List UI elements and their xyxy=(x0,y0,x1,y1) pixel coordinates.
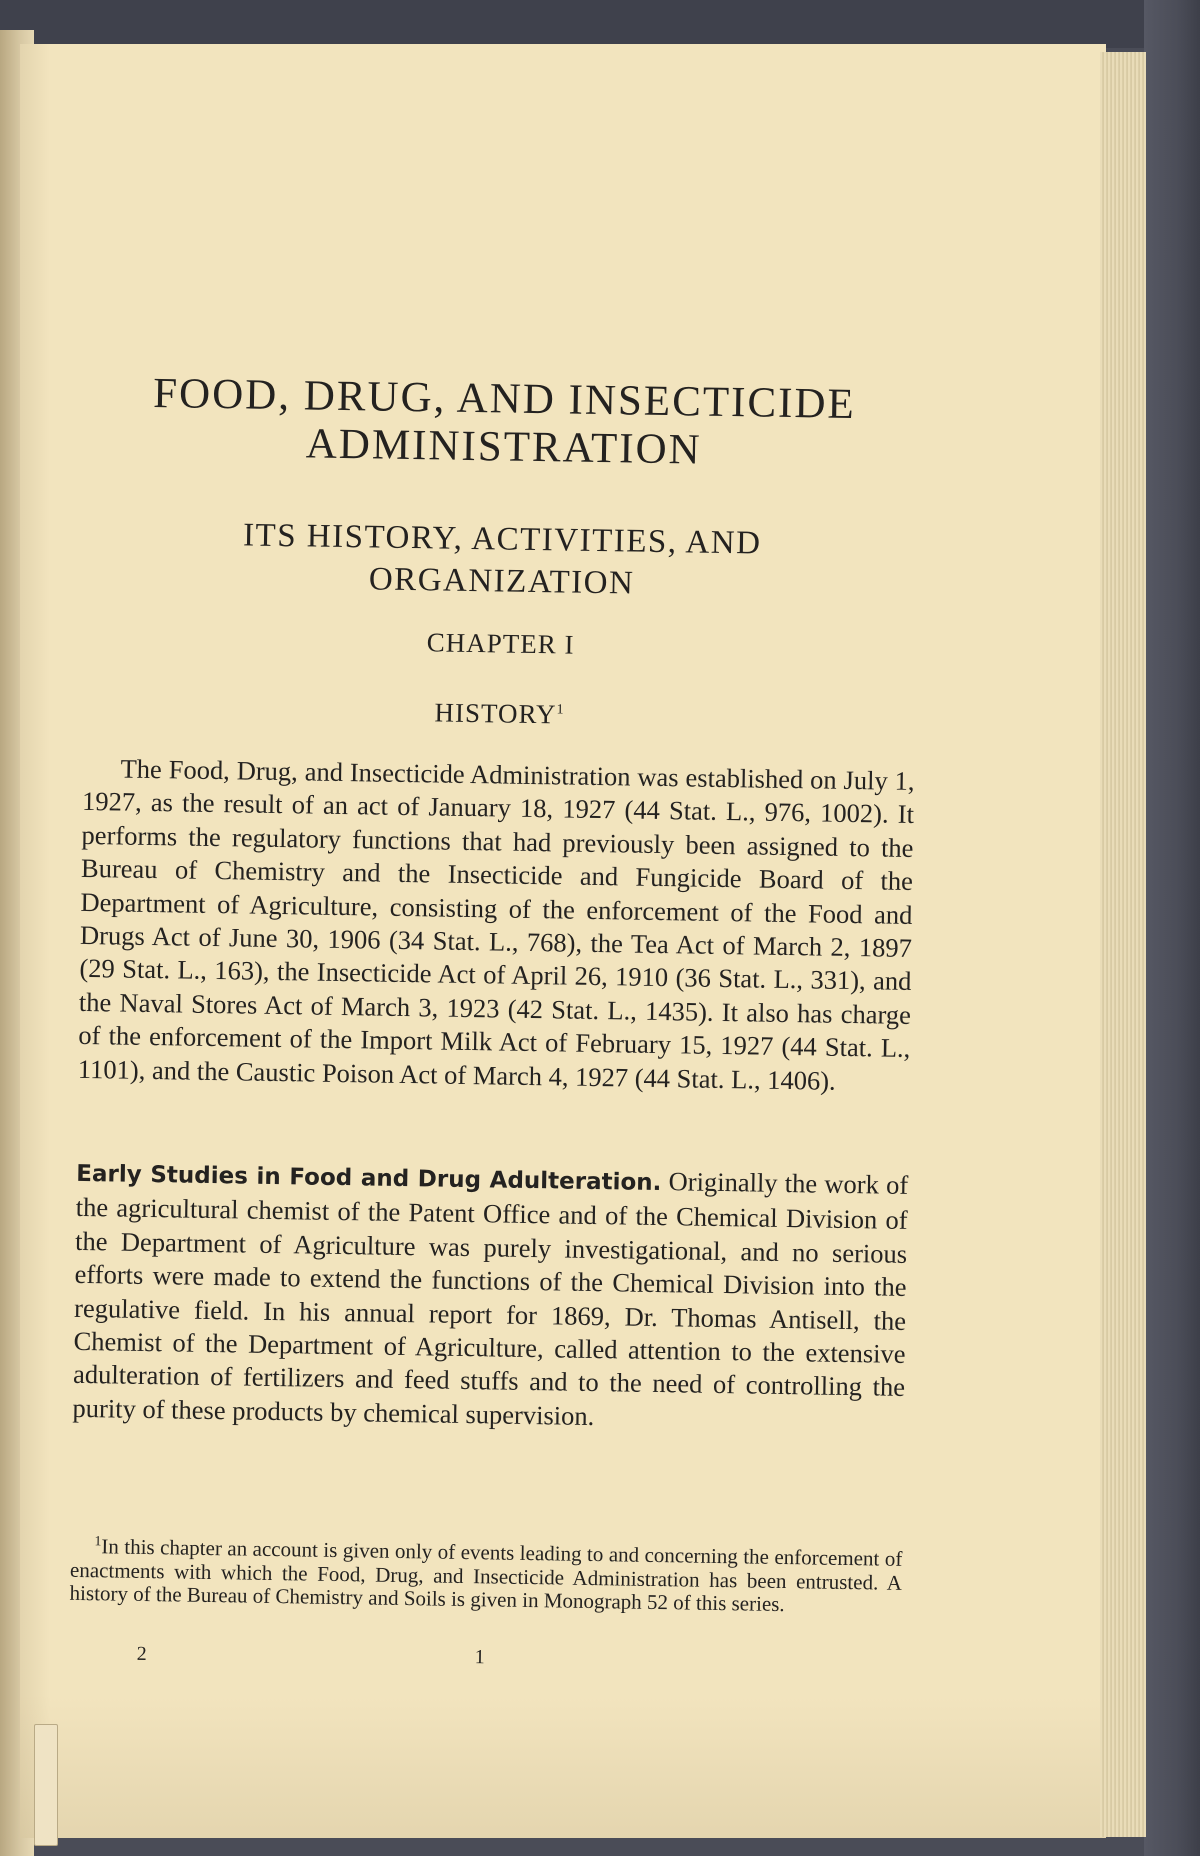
book-cover-right xyxy=(1144,0,1200,1856)
section-heading-text: HISTORY xyxy=(434,697,557,730)
chapter-heading: CHAPTER I xyxy=(426,627,575,660)
section-heading xyxy=(83,692,915,736)
subtitle xyxy=(85,512,918,609)
paragraph-1: The Food, Drug, and Insecticide Administration was established on July 1, 1927, as the result of an act of January 18, 1927 (44 Stat. L., 976, 1002). It performs the regulatory functions that had previously been assigned to the Bureau of Chemistry and the Insecticide and Fungicide Board of the Department of Agriculture, consisting of the enforcement of the Food and Drugs Act of June 30, 1906 (34 Stat. L., 768), the Tea Act of March 2, 1897 (29 Stat. L., 163), the Insecticide Act of April 26, 1910 (36 Stat. L., 331), and the Naval Stores Act of March 3, 1923 (42 Stat. L., 1435). It also has charge of the enforcement of the Import Milk Act of February 15, 1927 (44 Stat. L., 1101), and the Caustic Poison Act of March 4, 1927 (44 Stat. L., 1406). xyxy=(77,753,915,1096)
paragraph-2-heading: Early Studies in Food and Drug Adulteration. xyxy=(76,1160,662,1197)
subtitle-line-1: ITS HISTORY, ACTIVITIES, AND xyxy=(242,517,762,562)
paragraph-2 xyxy=(72,1156,908,1438)
footnote-marker: 1 xyxy=(94,1534,102,1550)
signature-mark: 2 xyxy=(136,1642,147,1666)
page-number: 1 xyxy=(474,1646,485,1669)
paragraph-2-text: Originally the work of the agricultural chemist of the Patent Office and of the Chemical Division of the Department of Agriculture was purely investigational, and no serious efforts were made to extend the functions of the Chemical Division into the regulative field. In his annual report for 1869, Dr. Thomas Antisell, the Chemist of the Department of Agriculture, called attention to the extensive adulteration of fertilizers and feed stuffs and to the need of controlling the purity of these products by chemical supervision. xyxy=(72,1166,909,1431)
main-title xyxy=(87,369,920,478)
footnote-text: In this chapter an account is given only of events leading to and concerning the enforcement of enactments with which the Food, Drug, and Insecticide Administration has been entrusted. A history of the Bureau of Chemistry and Soils is given in Monograph 52 of this series. xyxy=(69,1534,903,1617)
main-title-line-2: ADMINISTRATION xyxy=(305,420,703,474)
footnote xyxy=(69,1530,902,1619)
page-text-block xyxy=(69,44,926,1669)
main-title-line-1: FOOD, DRUG, AND INSECTICIDE xyxy=(152,369,857,429)
book-cover-top xyxy=(0,0,1200,48)
page-edges xyxy=(1100,52,1146,1837)
footnote-reference: 1 xyxy=(556,702,565,718)
page-tab xyxy=(34,1724,58,1846)
book-page xyxy=(20,44,1106,1838)
subtitle-line-2: ORGANIZATION xyxy=(368,561,635,602)
